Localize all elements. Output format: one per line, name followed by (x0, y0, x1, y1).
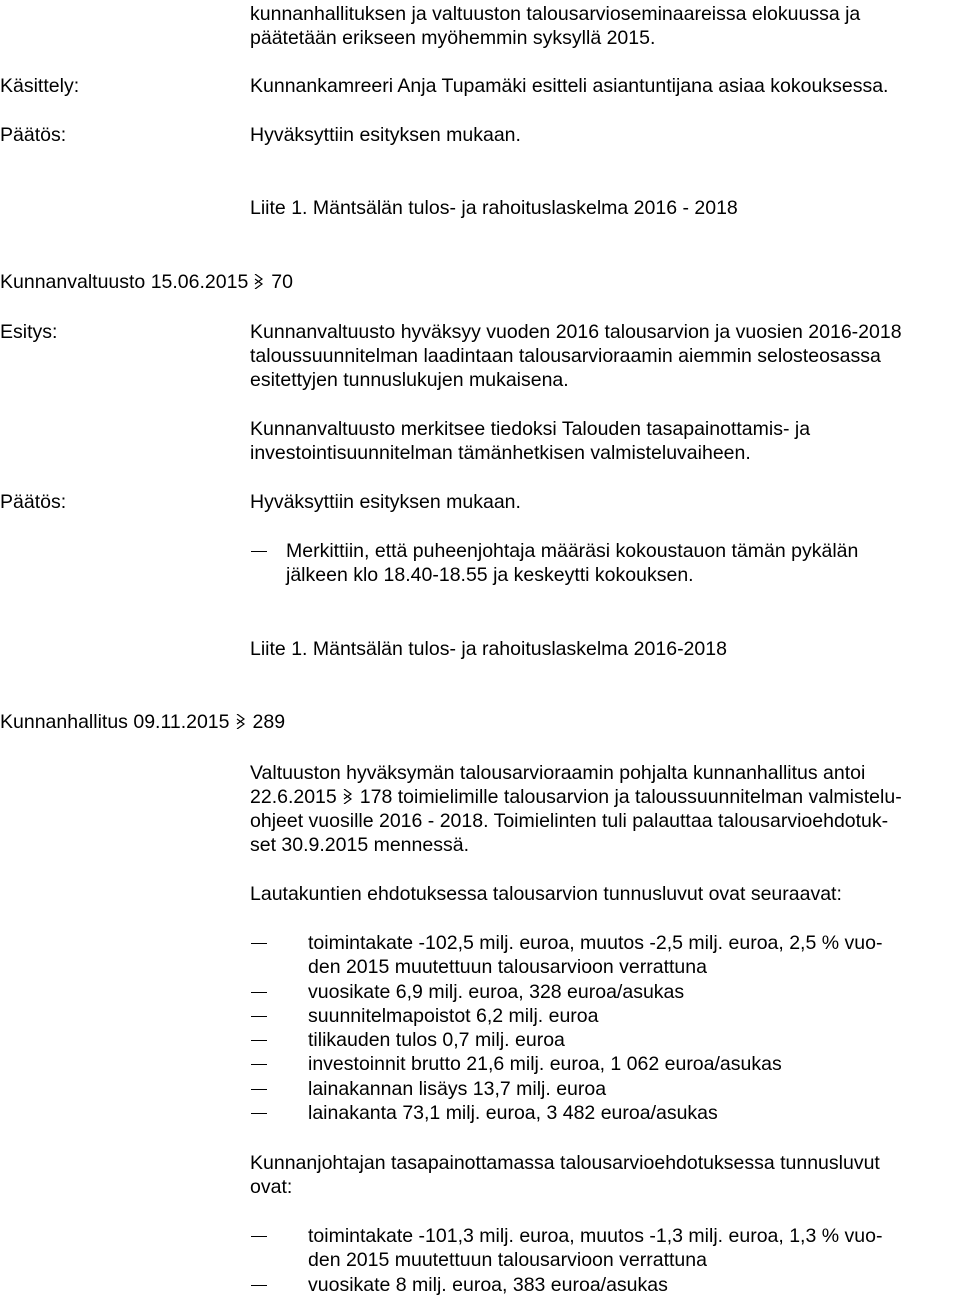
paragraph-line: Valtuuston hyväksymän talousarvioraamin pohjalta kunnanhallitus antoi (250, 762, 866, 784)
list-item: suunnitelmapoistot 6,2 milj. euroa (308, 1005, 599, 1027)
list-item: vuosikate 8 milj. euroa, 383 euroa/asukas (308, 1274, 668, 1296)
dash-bullet-icon (251, 1064, 267, 1065)
decision-label: Päätös: (0, 491, 67, 513)
dash-bullet-icon (251, 992, 267, 993)
dash-bullet-icon (251, 1113, 267, 1114)
date-text: 22.6.2015 (250, 786, 337, 808)
dash-bullet-icon (251, 551, 267, 552)
list-item-continuation: den 2015 muutettuun talousarvioon verrattuna (308, 1249, 707, 1271)
list-item: toimintakate -102,5 milj. euroa, muutos -2,5 milj. euroa, 2,5 % vuo- (308, 932, 883, 954)
note-line: investointisuunnitelman tämänhetkisen valmisteluvaiheen. (250, 442, 751, 464)
paragraph-text: 178 toimielimille talousarvion ja taloussuunnitelman valmistelu- (359, 786, 902, 808)
handling-label: Käsittely: (0, 75, 80, 97)
decision-text: Hyväksyttiin esityksen mukaan. (250, 491, 521, 513)
handling-text: Kunnankamreeri Anja Tupamäki esitteli asiantuntijana asiaa kokouksessa. (250, 75, 889, 97)
paragraph-line: Kunnanjohtajan tasapainottamassa talousarvioehdotuksessa tunnusluvut (250, 1152, 880, 1174)
paragraph-line: ovat: (250, 1176, 293, 1198)
dash-bullet-icon (251, 1040, 267, 1041)
list-item: lainakannan lisäys 13,7 milj. euroa (308, 1078, 607, 1100)
attachment-link[interactable]: Liite 1. Mäntsälän tulos- ja rahoituslaskelma 2016-2018 (250, 638, 727, 660)
section-number: 289 (252, 711, 286, 733)
dash-bullet-icon (251, 1016, 267, 1017)
list-item: lainakanta 73,1 milj. euroa, 3 482 euroa/asukas (308, 1102, 718, 1124)
bullet-line: Merkittiin, että puheenjohtaja määräsi kokoustauon tämän pykälän (286, 540, 859, 562)
list-item: investoinnit brutto 21,6 milj. euroa, 1 062 euroa/asukas (308, 1053, 782, 1075)
paragraph-line: ohjeet vuosille 2016 - 2018. Toimielinten tuli palauttaa talousarvioehdotuk- (250, 810, 889, 832)
proposal-line: Kunnanvaltuusto hyväksyy vuoden 2016 talousarvion ja vuosien 2016-2018 (250, 321, 902, 343)
proposal-line: esitettyjen tunnuslukujen mukaisena. (250, 369, 569, 391)
intro-line-2: päätetään erikseen myöhemmin syksyllä 2015. (250, 27, 656, 49)
paragraph-icon (236, 714, 245, 729)
list-item-continuation: den 2015 muutettuun talousarvioon verrattuna (308, 956, 707, 978)
paragraph-line (250, 785, 902, 809)
section-heading-board (0, 710, 285, 734)
paragraph-line: set 30.9.2015 mennessä. (250, 834, 469, 856)
decision-text: Hyväksyttiin esityksen mukaan. (250, 124, 521, 146)
proposal-line: taloussuunnitelman laadintaan talousarvioraamin aiemmin selosteosassa (250, 345, 881, 367)
decision-label: Päätös: (0, 124, 67, 146)
proposal-label: Esitys: (0, 321, 58, 343)
paragraph-line: Lautakuntien ehdotuksessa talousarvion tunnusluvut ovat seuraavat: (250, 883, 842, 905)
section-heading-text: Kunnanvaltuusto 15.06.2015 (0, 271, 249, 293)
bullet-line: jälkeen klo 18.40-18.55 ja keskeytti kokouksen. (286, 564, 694, 586)
attachment-link[interactable]: Liite 1. Mäntsälän tulos- ja rahoituslaskelma 2016 - 2018 (250, 197, 738, 219)
dash-bullet-icon (251, 1089, 267, 1090)
paragraph-icon (254, 274, 263, 289)
section-heading-council (0, 270, 293, 294)
section-heading-text: Kunnanhallitus 09.11.2015 (0, 711, 230, 733)
list-item: toimintakate -101,3 milj. euroa, muutos -1,3 milj. euroa, 1,3 % vuo- (308, 1225, 883, 1247)
dash-bullet-icon (251, 1236, 267, 1237)
note-line: Kunnanvaltuusto merkitsee tiedoksi Talouden tasapainottamis- ja (250, 418, 811, 440)
list-item: vuosikate 6,9 milj. euroa, 328 euroa/asukas (308, 981, 685, 1003)
section-number: 70 (271, 271, 293, 293)
paragraph-icon (343, 789, 352, 804)
list-item: tilikauden tulos 0,7 milj. euroa (308, 1029, 565, 1051)
dash-bullet-icon (251, 943, 267, 944)
intro-line-1: kunnanhallituksen ja valtuuston talousarvioseminaareissa elokuussa ja (250, 3, 861, 25)
dash-bullet-icon (251, 1285, 267, 1286)
